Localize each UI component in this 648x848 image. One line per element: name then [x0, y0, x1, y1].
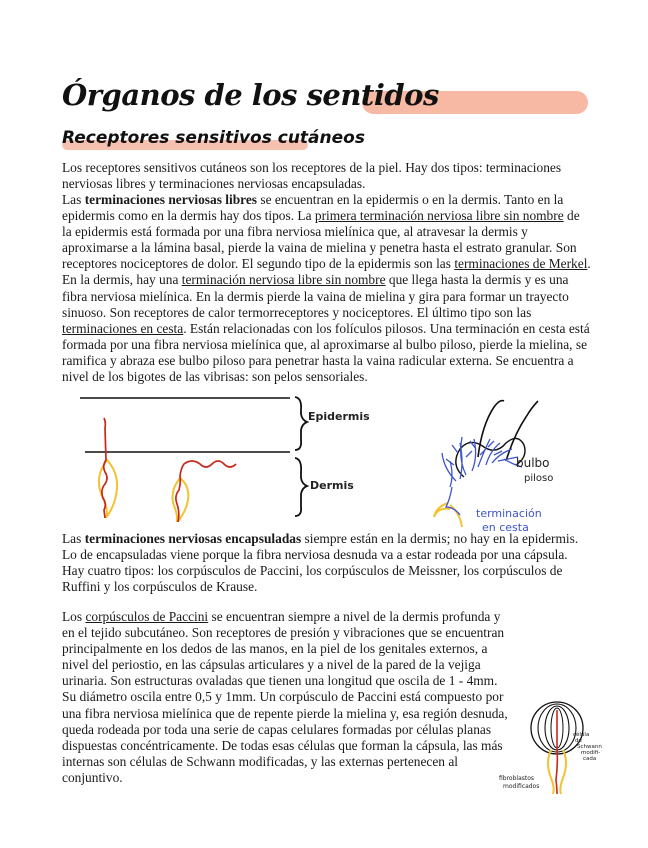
- basket-branches: [442, 437, 522, 487]
- label-cada: cada: [583, 756, 597, 762]
- paragraph-terminaciones-libres: [62, 192, 592, 385]
- text-run: . Están relacionadas con los folículos pilosos. Una terminación en cesta está formada por una fibra nerviosa mielínica que, al aproximarse al bulbo piloso, pierde la mielina, se ramifica y abraza ese bulbo piloso para penetrar hasta la vaina radicular externa. Se encuentra a nivel de los bigotes de las vibrisas: son pelos sensoriales.: [62, 320, 590, 385]
- paragraph-corpusculos-paccini: [62, 609, 512, 786]
- label-bulbo: bulbo: [516, 456, 550, 470]
- epidermis-brace: [295, 397, 307, 450]
- label-epidermis: Epidermis: [308, 410, 370, 423]
- dermis-brace: [295, 458, 307, 516]
- underlined-term: primera terminación nerviosa libre sin nombre: [314, 208, 564, 224]
- text-run: Las: [62, 192, 85, 207]
- section-subtitle: Receptores sensitivos cutáneos: [62, 128, 365, 148]
- text-run: . En la dermis, hay una: [62, 256, 591, 288]
- hair-right-edge: [506, 401, 538, 461]
- label-piloso: piloso: [524, 473, 554, 484]
- basket-fiber: [446, 487, 460, 515]
- figure-free-nerve-endings: [80, 392, 370, 522]
- label-modifi: modifi-: [581, 750, 601, 756]
- page-title: Órganos de los sentidos: [62, 78, 439, 112]
- paragraph-intro: Los receptores sensitivos cutáneos son los receptores de la piel. Hay dos tipos: terminaciones nerviosas libres y terminaciones nerviosas encapsuladas.: [62, 160, 562, 192]
- text-run: se encuentran siempre a nivel de la dermis profunda y en el tejido subcutáneo. Son receptores de presión y vibraciones que se encuentran principalmente en los dedos de las manos, en la piel de los genitales externos, a nivel del periostio, en las cápsulas articulares y a nivel de la pared de la vejiga urinaria. Son estructuras ovaladas que tienen una longitud que oscila de 1 - 4mm. Su diámetro oscila entre 0,5 y 1mm. Un corpúsculo de Paccini está compuesto por una fibra nerviosa mielínica que de repente pierde la mielina y, esa región desnuda, queda rodeada por toda una serie de capas celulares formadas por células planas dispuestas concéntricamente. De todas esas células que forman la cápsula, las más internas son células de Schwann modificadas, y las externas pertenecen al conjuntivo.: [62, 609, 508, 785]
- bold-term-libres: terminaciones nerviosas libres: [84, 192, 258, 207]
- figure-basket-ending: [420, 395, 570, 540]
- figure-pacinian-corpuscle: [497, 700, 617, 795]
- underlined-term: terminaciones en cesta: [62, 320, 184, 336]
- underlined-term: terminaciones de Merkel: [454, 256, 588, 272]
- text-run: Las: [62, 531, 85, 546]
- label-fibroblastos: fibroblastos: [499, 775, 535, 782]
- label-schwann: Schwann: [577, 744, 602, 750]
- bold-term-encapsuladas: terminaciones nerviosas encapsuladas: [84, 531, 302, 546]
- paragraph-terminaciones-encapsuladas: [62, 531, 592, 595]
- myelinated-fiber: [556, 748, 557, 794]
- underlined-term: corpúsculos de Paccini: [85, 609, 209, 624]
- nerve-fiber-dermis: [176, 461, 236, 522]
- text-run: Los: [62, 609, 86, 624]
- label-de: de: [575, 738, 582, 744]
- label-dermis: Dermis: [310, 479, 354, 492]
- underlined-term: terminación nerviosa libre sin nombre: [181, 272, 386, 288]
- label-en-cesta: en cesta: [482, 521, 529, 534]
- label-celula: célula: [573, 732, 590, 738]
- text-run: de la epidermis está formada por una fibra nerviosa mielínica que, al atravesar la dermis y aproximarse a la lámina basal, pierde la vaina de mielina y penetra hasta el estrato granular. Son receptores nociceptores de dolor. El segundo tipo de la epidermis son las: [62, 208, 580, 272]
- subtitle-block: [62, 128, 365, 148]
- label-terminacion: terminación: [476, 507, 542, 520]
- text-run: que llega hasta la dermis y es una fibra nerviosa mielínica. En la dermis pierde la vaina de mielina y gira para formar un trayecto sinuoso. Son receptores de calor termorreceptores y nociceptores. El último tipo son las: [62, 272, 569, 320]
- text-run: se encuentran en la epidermis o en la dermis. Tanto en la epidermis como en la dermis hay dos tipos. La: [62, 192, 564, 224]
- text-run: siempre están en la dermis; no hay en la epidermis. Lo de encapsuladas viene porque la fibra nerviosa desnuda va a estar rodeada por una cápsula. Hay cuatro tipos: los corpúsculos de Paccini, los corpúsculos de Meissner, los corpúsculos de Ruffini y los corpúsculos de Krause.: [62, 531, 579, 595]
- label-modificados: modificados: [503, 783, 540, 790]
